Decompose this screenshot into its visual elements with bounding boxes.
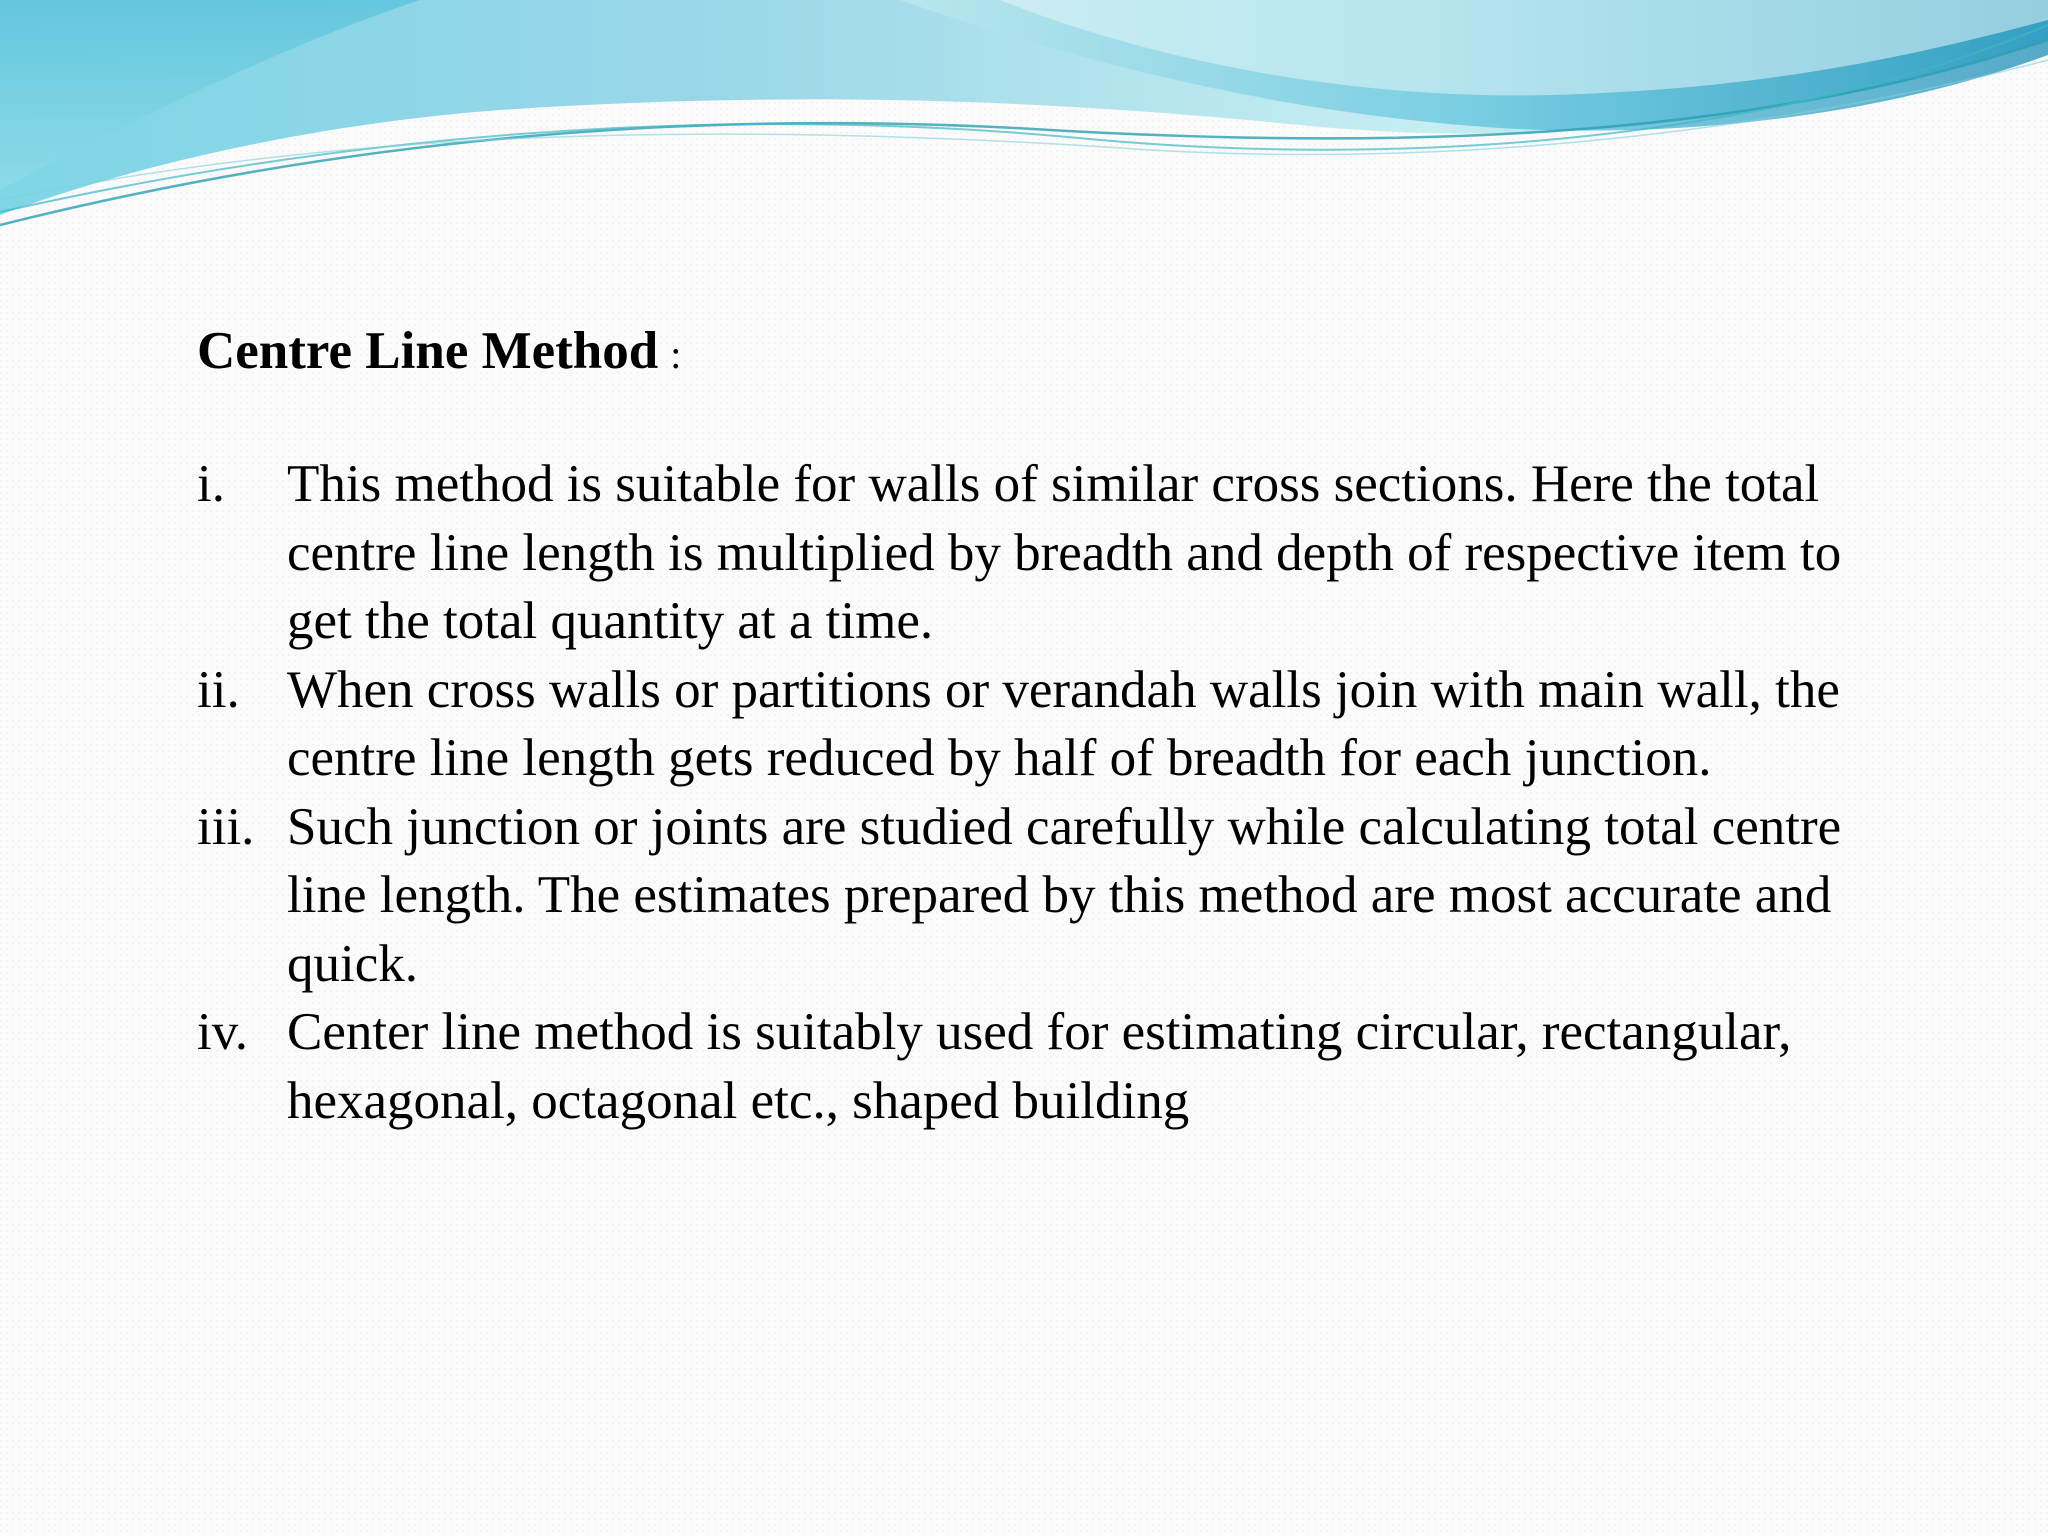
list-item-text: This method is suitable for walls of similar cross sections. Here the total centre line length is multiplied by breadth and depth of respective item to get the total quantity at a time. <box>287 455 1842 650</box>
list-item <box>197 450 1897 656</box>
list-item-marker: i. <box>197 455 225 513</box>
slide-content <box>197 318 1897 1135</box>
slide-heading <box>197 318 1897 388</box>
list-item-marker: iii. <box>197 797 255 856</box>
heading-colon: : <box>670 332 682 377</box>
list-item <box>197 793 1897 999</box>
heading-title: Centre Line Method <box>197 322 659 380</box>
list-item-marker: iv. <box>197 1003 249 1061</box>
list-item <box>197 656 1897 793</box>
list-item-text: Such junction or joints are studied carefully while calculating total centre line length. The estimates prepared by this method are most accurate and quick. <box>287 797 1842 993</box>
list-item <box>197 998 1897 1135</box>
numbered-list <box>197 450 1897 1135</box>
header-wave-decoration <box>0 0 2048 240</box>
list-item-marker: ii. <box>197 660 240 719</box>
list-item-text: Center line method is suitably used for estimating circular, rectangular, hexagonal, octagonal etc., shaped building <box>287 1003 1792 1130</box>
list-item-text: When cross walls or partitions or verandah walls join with main wall, the centre line length gets reduced by half of breadth for each junction. <box>287 660 1840 787</box>
